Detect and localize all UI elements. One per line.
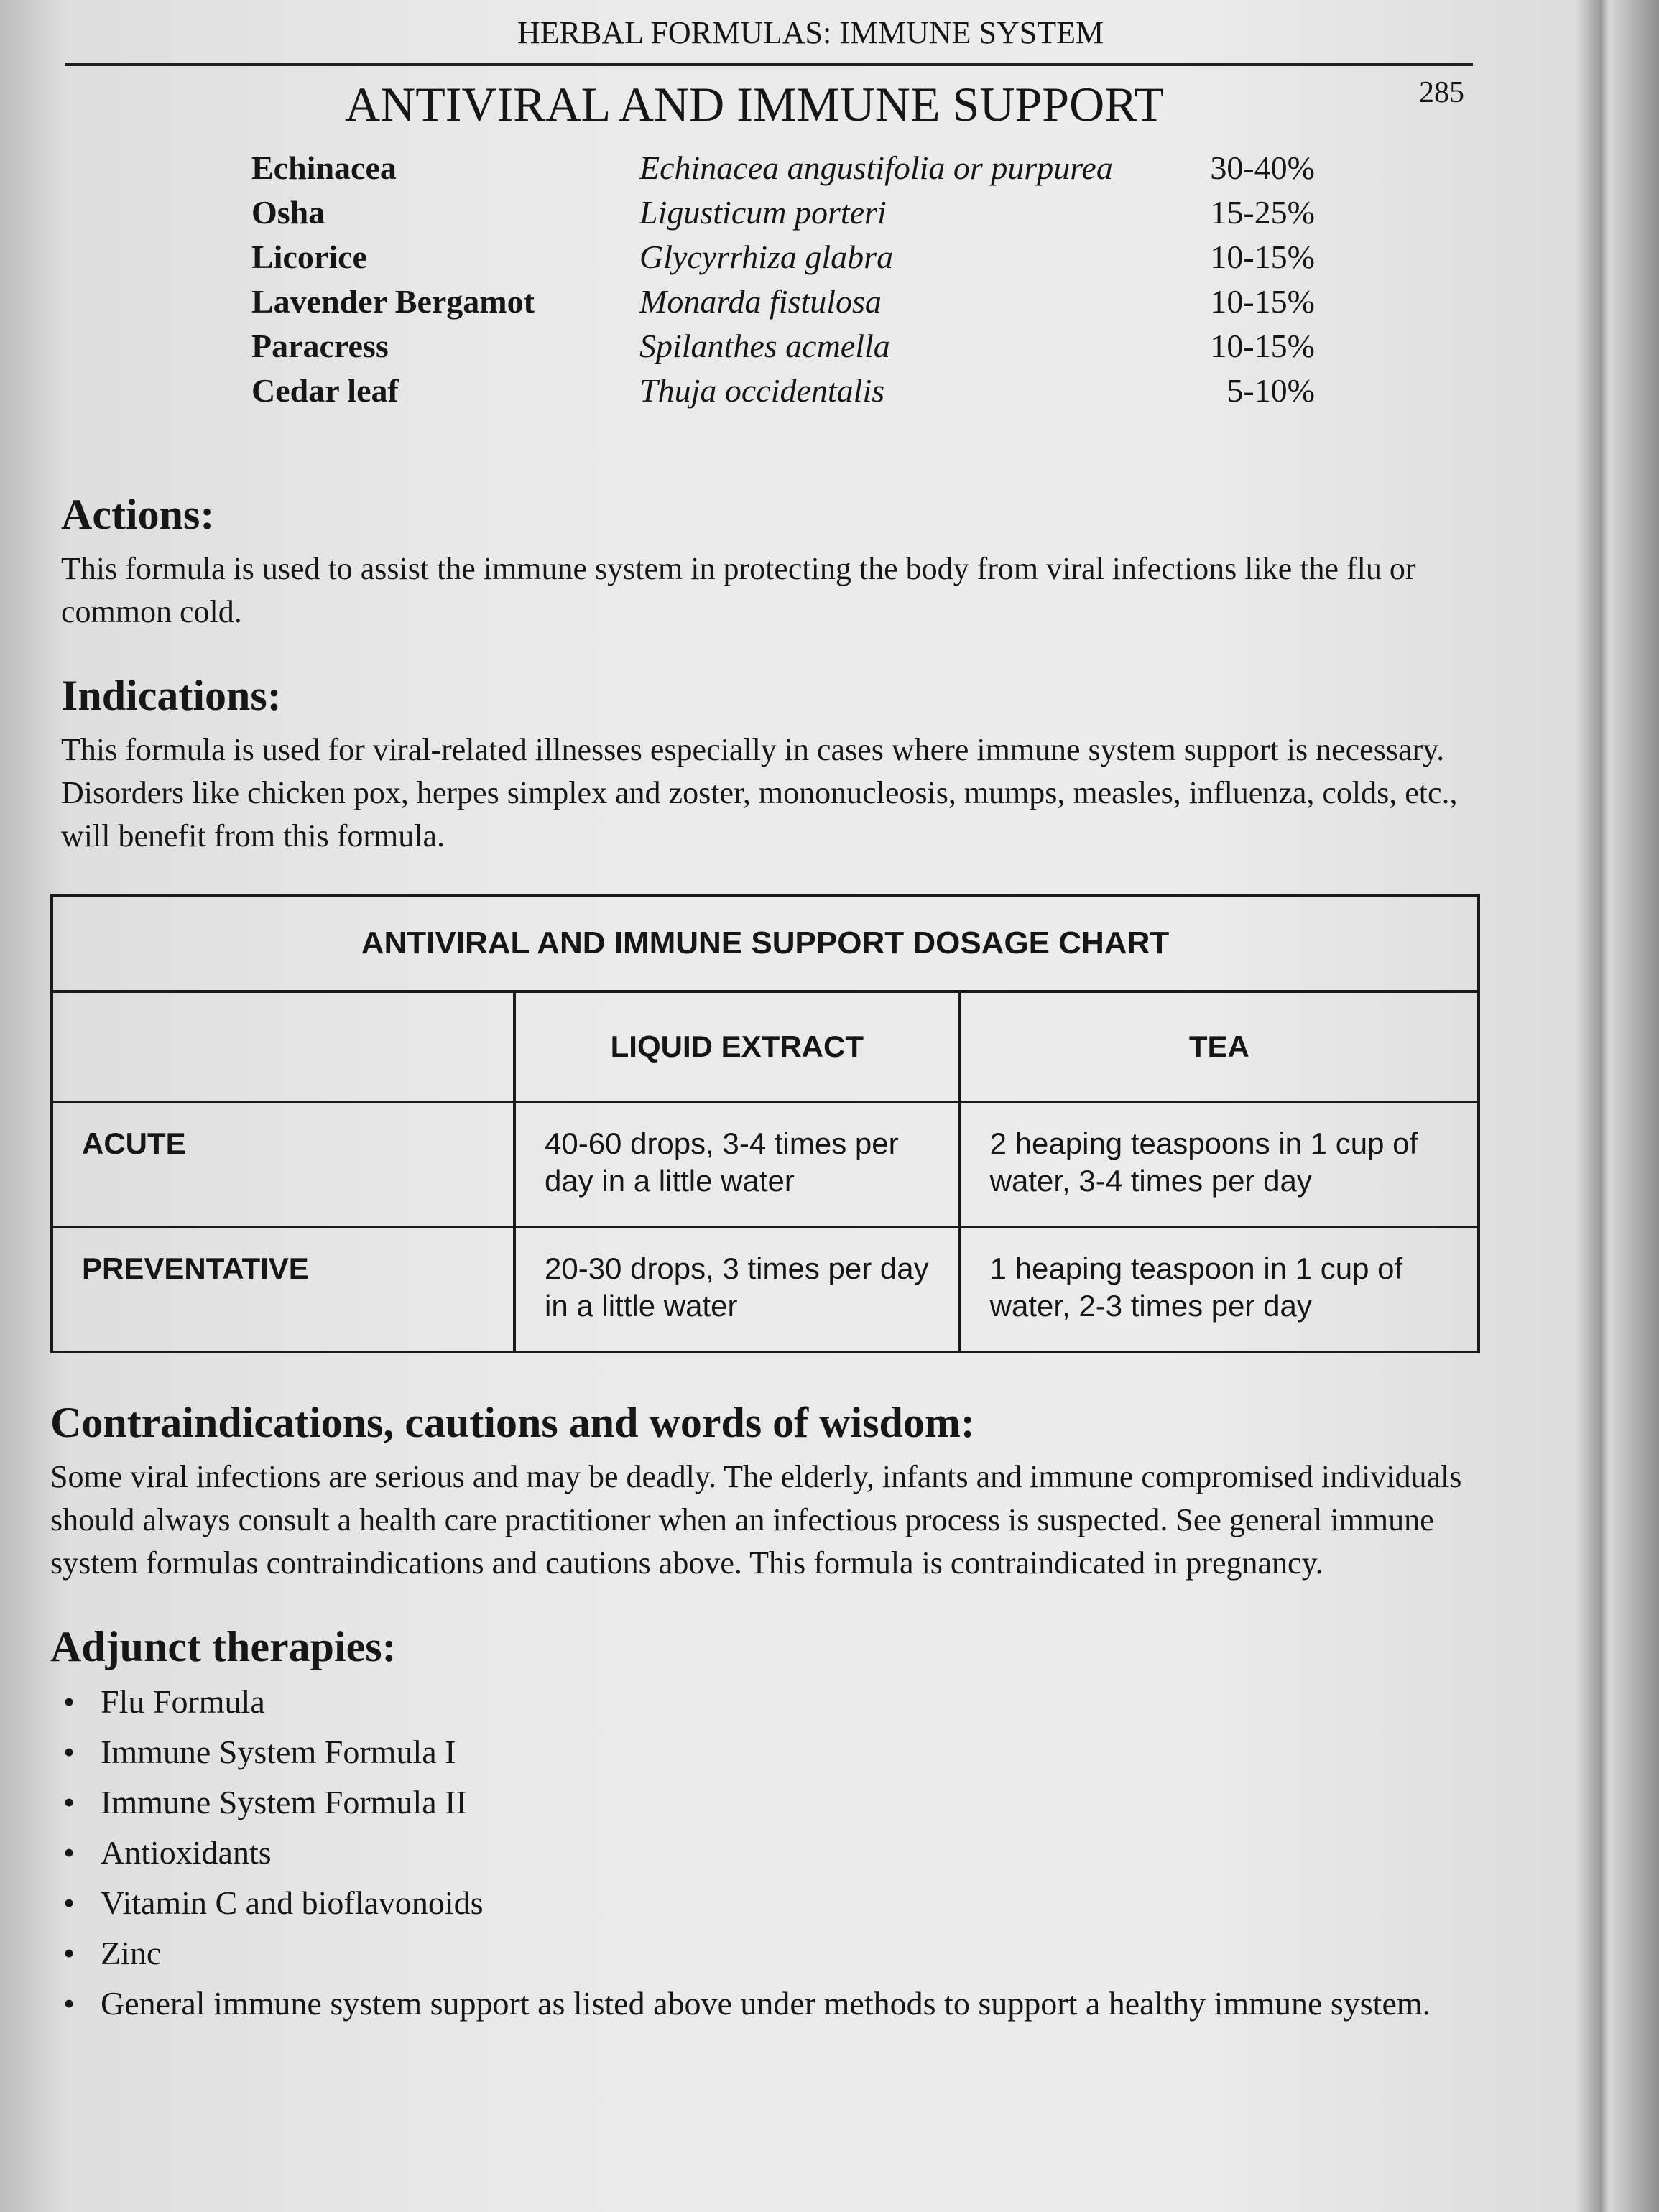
- contraindications-heading: Contraindications, cautions and words of wisdom:: [50, 1399, 975, 1446]
- row-label: PREVENTATIVE: [52, 1227, 514, 1352]
- list-item-text: Immune System Formula II: [101, 1784, 467, 1820]
- contraindications-text: Some viral infections are serious and may be deadly. The elderly, infants and immune compromised individuals should always consult a health care practitioner when an infectious process is suspected. See general immune system formulas contraindications and cautions above. This formula is contraindicated in pregnancy.: [50, 1459, 1462, 1581]
- dosage-chart: [50, 894, 1480, 1353]
- list-item-text: Zinc: [101, 1935, 162, 1971]
- herb-percent: 10-15%: [1210, 239, 1315, 275]
- dosage-chart-title: ANTIVIRAL AND IMMUNE SUPPORT DOSAGE CHART: [52, 895, 1479, 991]
- herb-latin: Spilanthes acmella: [639, 328, 890, 364]
- list-item: [50, 1828, 1469, 1878]
- herb-latin: Thuja occidentalis: [639, 372, 885, 409]
- herb-name: Licorice: [251, 239, 367, 275]
- herb-latin: Glycyrrhiza glabra: [639, 239, 894, 275]
- running-header: HERBAL FORMULAS: IMMUNE SYSTEM: [517, 15, 1104, 50]
- list-item-text: General immune system support as listed above under methods to support a healthy immune system.: [101, 1985, 1431, 2022]
- indications-text: This formula is used for viral-related illnesses especially in cases where immune system support is necessary. Disorders like chicken pox, herpes simplex and zoster, mononucleosis, mumps, measles, influenza, colds, etc., will benefit from this formula.: [61, 732, 1458, 853]
- herb-name: Cedar leaf: [251, 372, 399, 409]
- contraindications-section: [50, 1397, 1469, 1585]
- column-header-liquid-extract: LIQUID EXTRACT: [514, 991, 960, 1102]
- herb-percent: 30-40%: [1210, 149, 1315, 186]
- list-item-text: Antioxidants: [101, 1834, 272, 1871]
- formula-title: ANTIVIRAL AND IMMUNE SUPPORT: [345, 77, 1164, 131]
- bullet-icon: •: [63, 1935, 75, 1971]
- bullet-icon: •: [63, 1784, 75, 1820]
- bullet-icon: •: [63, 1884, 75, 1921]
- actions-heading: Actions:: [61, 491, 215, 538]
- bullet-icon: •: [63, 1734, 75, 1770]
- herb-percent: 10-15%: [1210, 328, 1315, 364]
- herb-percent: 10-15%: [1210, 283, 1315, 320]
- herb-percent: 15-25%: [1210, 194, 1315, 231]
- herb-name: Osha: [251, 194, 325, 231]
- bullet-icon: •: [63, 1683, 75, 1720]
- actions-text: This formula is used to assist the immune system in protecting the body from viral infections like the flu or common cold.: [61, 551, 1416, 629]
- list-item: [50, 1777, 1469, 1828]
- herb-name: Echinacea: [251, 149, 397, 186]
- list-item: [50, 1677, 1469, 1727]
- column-header-tea: TEA: [960, 991, 1479, 1102]
- actions-section: [61, 489, 1480, 634]
- herb-percent: 5-10%: [1226, 372, 1315, 409]
- herb-name: Lavender Bergamot: [251, 283, 535, 320]
- herb-list: [251, 147, 1315, 412]
- list-item: [50, 1979, 1469, 2029]
- adjunct-heading: Adjunct therapies:: [50, 1623, 397, 1670]
- list-item: [50, 1727, 1469, 1777]
- tea-cell: 2 heaping teaspoons in 1 cup of water, 3-4 times per day: [960, 1102, 1479, 1227]
- indications-heading: Indications:: [61, 672, 282, 719]
- header-rule: [65, 63, 1473, 66]
- bullet-icon: •: [63, 1985, 75, 2022]
- herb-name: Paracress: [251, 328, 389, 364]
- liquid-extract-cell: 20-30 drops, 3 times per day in a little water: [514, 1227, 960, 1352]
- list-item-text: Immune System Formula I: [101, 1734, 456, 1770]
- list-item-text: Flu Formula: [101, 1683, 265, 1720]
- list-item-text: Vitamin C and bioflavonoids: [101, 1884, 484, 1921]
- herb-latin: Ligusticum porteri: [639, 194, 887, 231]
- herb-latin: Echinacea angustifolia or purpurea: [639, 149, 1113, 186]
- adjunct-list: [50, 1677, 1469, 2029]
- table-row: [52, 1227, 1479, 1352]
- row-label: ACUTE: [52, 1102, 514, 1227]
- table-row: [52, 1102, 1479, 1227]
- indications-section: [61, 670, 1480, 858]
- tea-cell: 1 heaping teaspoon in 1 cup of water, 2-3 times per day: [960, 1227, 1479, 1352]
- list-item: [50, 1878, 1469, 1928]
- page-number: 285: [1419, 76, 1464, 109]
- page-body: [50, 489, 1480, 2029]
- column-header-empty: [52, 991, 514, 1102]
- herb-latin: Monarda fistulosa: [639, 283, 882, 320]
- liquid-extract-cell: 40-60 drops, 3-4 times per day in a little water: [514, 1102, 960, 1227]
- adjunct-section: [50, 1621, 1469, 2029]
- bullet-icon: •: [63, 1834, 75, 1871]
- list-item: [50, 1928, 1469, 1979]
